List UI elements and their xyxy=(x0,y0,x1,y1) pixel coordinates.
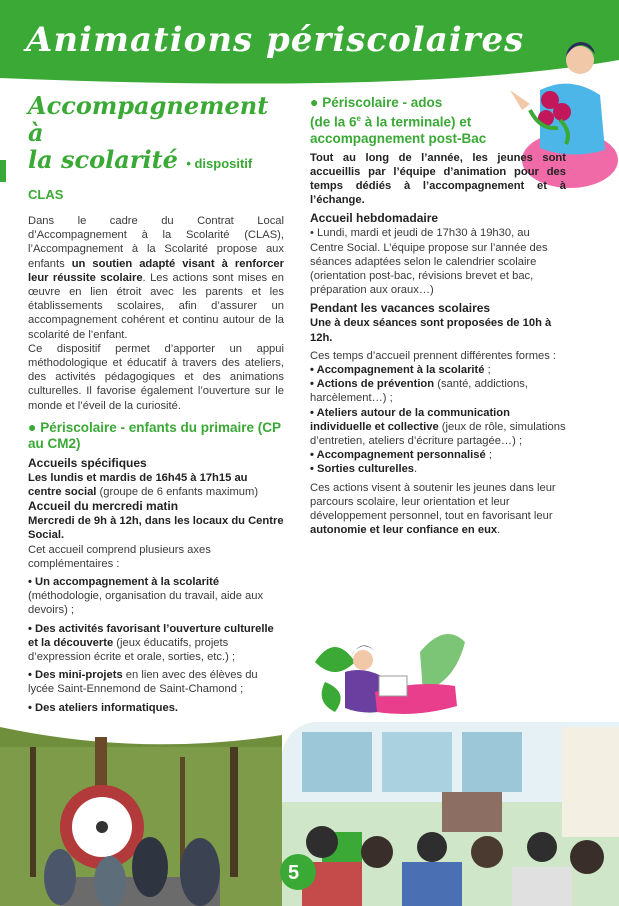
page-number: 5 xyxy=(288,862,300,884)
primaire-item-1: • Un accompagnement à la scolarité (méthodologie, organisation du travail, aide aux devoirs) ; xyxy=(28,576,264,617)
primaire-item-3: • Des mini-projets en lien avec des élèves du lycée Saint-Ennemond de Saint-Chamond ; xyxy=(28,669,258,696)
ados-heading-1: Accueil hebdomadaire xyxy=(310,211,439,226)
photo-outdoor-image xyxy=(0,727,282,906)
ados-item-4: • Accompagnement personnalisé ; xyxy=(310,449,492,462)
page-title: Animations périscolaires xyxy=(26,20,525,60)
primaire-item-2: • Des activités favorisant l’ouverture culturelle et la découverte (jeux éducatifs, projets d’expression écrite et orale, sorties, etc.) ; xyxy=(28,622,274,664)
ados-text-2: Une à deux séances sont proposées de 10h à 12h. xyxy=(310,317,552,344)
ados-item-5: • Sorties culturelles. xyxy=(310,463,418,476)
clas-title-line1: Accompagnement à xyxy=(28,91,269,147)
primaire-heading-2: Accueil du mercredi matin xyxy=(28,499,179,514)
clas-title xyxy=(28,92,284,208)
photo-classroom-image xyxy=(282,722,619,906)
bullet-dot-icon: ● xyxy=(310,94,319,110)
ados-text-1: • Lundi, mardi et jeudi de 17h30 à 19h30, au Centre Social. L’équipe propose sur l’année des séances adaptées selon le calendrier scolaire (orientation post-bac, révisions brevet et bac, préparation aux oraux…) xyxy=(310,227,548,297)
ados-outro: Ces actions visent à soutenir les jeunes dans leur parcours scolaire, leur orientation et leur développement personnel, tout en favorisant leur autonomie et leur confiance en eux. xyxy=(310,481,556,537)
ados-text-3: Ces temps d’accueil prennent différentes formes : xyxy=(310,349,557,362)
person-reading-illustration xyxy=(305,622,475,722)
ados-item-1: • Accompagnement à la scolarité ; xyxy=(310,363,491,376)
right-column xyxy=(310,94,566,537)
primaire-title: ● Périscolaire - enfants du primaire (CP au CM2) xyxy=(28,418,281,451)
primaire-text-2: Mercredi de 9h à 12h, dans les locaux du Centre Social. xyxy=(28,515,284,542)
clas-paragraph-2: Ce dispositif permet d’apporter un appui méthodologique et éducatif à travers des ateliers, des activités pédagogiques et des animations culturelles. Il favorise également l’ouverture sur le monde et l’éveil de la curiosité. xyxy=(28,342,284,412)
primaire-item-4: • Des ateliers informatiques. xyxy=(28,701,179,714)
left-edge-tab xyxy=(0,160,6,182)
primaire-text-3: Cet accueil comprend plusieurs axes complémentaires : xyxy=(28,543,211,570)
ados-title: ● Périscolaire - ados (de la 6e à la terminale) et accompagnement post-Bac xyxy=(310,94,487,146)
left-column xyxy=(28,92,284,715)
ados-intro: Tout au long de l’année, les jeunes sont accueillis par l’équipe d’animation pour des temps dédiés à l’accompagnement et à l’échange. xyxy=(310,151,566,207)
clas-paragraph-1: Dans le cadre du Contrat Local d’Accompagnement à la Scolarité (CLAS), l’Accompagnement à la Scolarité propose aux enfants un soutien adapté visant à renforcer leur réussite scolaire. Les actions sont mises en œuvre en lien étroit avec les parents et les établissements scolaires, afin d’assurer un accompagnement cohérent et continu autour de la scolarité de l’enfant. xyxy=(28,215,284,341)
primaire-text-1: Les lundis et mardis de 16h45 à 17h15 au centre social (groupe de 6 enfants maximum) xyxy=(28,471,259,499)
primaire-heading-1: Accueils spécifiques xyxy=(28,455,147,470)
ados-item-2: • Actions de prévention (santé, addictions, harcèlement…) ; xyxy=(310,378,529,405)
ados-heading-2: Pendant les vacances scolaires xyxy=(310,301,491,316)
clas-title-line2: la scolarité xyxy=(28,145,178,174)
photo-classroom-activity xyxy=(282,722,619,906)
clas-title-sub: • dispositif CLAS xyxy=(28,156,253,202)
bullet-dot-icon: ● xyxy=(28,418,37,435)
ados-item-3: • Ateliers autour de la communication individuelle et collective (jeux de rôle, simulations d’entretien, ateliers d’écriture partagée…) ; xyxy=(310,406,566,447)
photo-outdoor-activity xyxy=(0,727,282,906)
